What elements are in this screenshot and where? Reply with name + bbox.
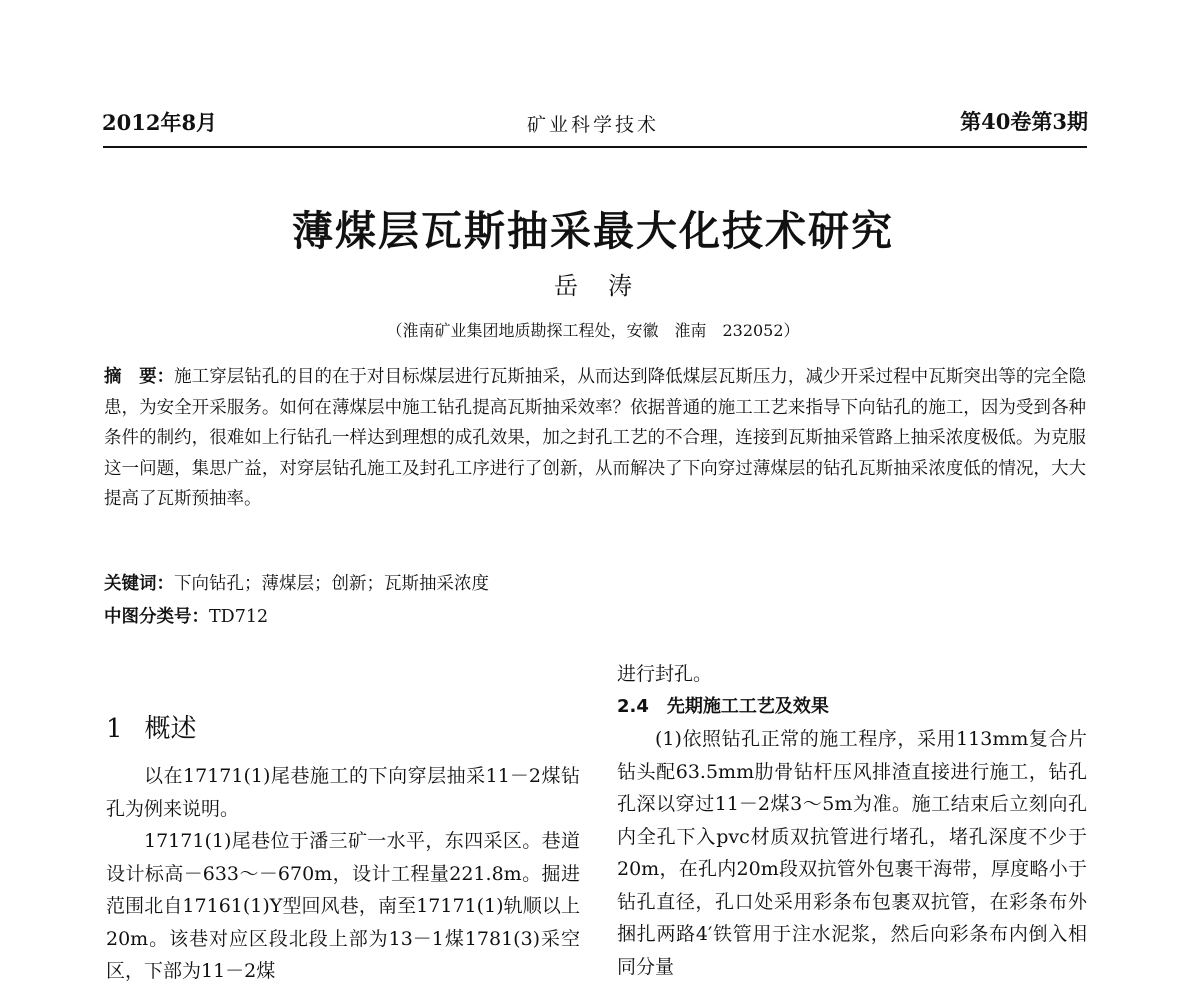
body-paragraph: (1)依照钻孔正常的施工程序，采用113mm复合片钻头配63.5mm肋骨钻杆压风排渣直接进行施工，钻孔孔深以穿过11－2煤3～5m为准。施工结束后立刻向孔内全孔下入pvc材质双抗管进行堵孔，堵孔深度不少于20m，在孔内20m段双抗管外包裹干海带，厚度略小于钻孔直径，孔口处采用彩条布包裹双抗管，在彩条布外捆扎两路4′铁管用于注水泥浆，然后向彩条布内倒入相同分量 xyxy=(617,728,1087,978)
author: 岳涛 xyxy=(554,272,662,300)
abstract-text: 施工穿层钻孔的目的在于对目标煤层进行瓦斯抽采，从而达到降低煤层瓦斯压力，减少开采过程中瓦斯突出等的完全隐患，为安全开采服务。如何在薄煤层中施工钻孔提高瓦斯抽采效率？依据普通的施工工艺来指导下向钻孔的施工，因为受到各种条件的制约，很难如上行钻孔一样达到理想的成孔效果，加之封孔工艺的不合理，连接到瓦斯抽采管路上抽采浓度极低。为克服这一问题，集思广益，对穿层钻孔施工及封孔工序进行了创新，从而解决了下向穿过薄煤层的钻孔瓦斯抽采浓度低的情况，大大提高了瓦斯预抽率。 xyxy=(104,367,1087,509)
classification-label: 中图分类号： xyxy=(104,607,209,627)
keywords-text: 下向钻孔；薄煤层；创新；瓦斯抽采浓度 xyxy=(174,574,489,594)
keywords-label: 关键词： xyxy=(104,574,174,594)
keywords xyxy=(104,570,489,595)
header-rule xyxy=(103,146,1087,148)
body-paragraph-continuation: 进行封孔。 xyxy=(617,663,713,685)
left-column xyxy=(106,760,580,988)
abstract xyxy=(104,362,1086,515)
subsection-heading-2-4 xyxy=(617,691,1087,724)
affiliation: （淮南矿业集团地质勘探工程处，安徽 淮南 232052） xyxy=(386,321,800,340)
body-paragraph: 17171(1)尾巷位于潘三矿一水平，东四采区。巷道设计标高－633～－670m，设计工程量221.8m。掘进范围北自17161(1)Y型回风巷，南至17171(1)轨顺以上20m。该巷对应区段北段上部为13－1煤1781(3)采空区，下部为11－2煤 xyxy=(106,830,580,982)
right-column xyxy=(617,658,1087,983)
subsection-title: 先期施工工艺及效果 xyxy=(666,695,829,717)
subsection-number: 2.4 xyxy=(617,695,649,717)
classification-number xyxy=(104,603,268,628)
section-title: 概述 xyxy=(144,714,197,744)
section-heading-1 xyxy=(106,708,197,745)
header-journal-name: 矿业科学技术 xyxy=(526,114,659,136)
classification-text: TD712 xyxy=(209,607,269,627)
abstract-label: 摘 要： xyxy=(104,367,175,387)
header-date: 2012年8月 xyxy=(102,110,218,135)
header-issue: 第40卷第3期 xyxy=(960,109,1088,134)
section-number: 1 xyxy=(106,714,123,744)
paper-title: 薄煤层瓦斯抽采最大化技术研究 xyxy=(292,207,894,255)
body-paragraph: 以在17171(1)尾巷施工的下向穿层抽采11－2煤钻孔为例来说明。 xyxy=(106,765,580,820)
